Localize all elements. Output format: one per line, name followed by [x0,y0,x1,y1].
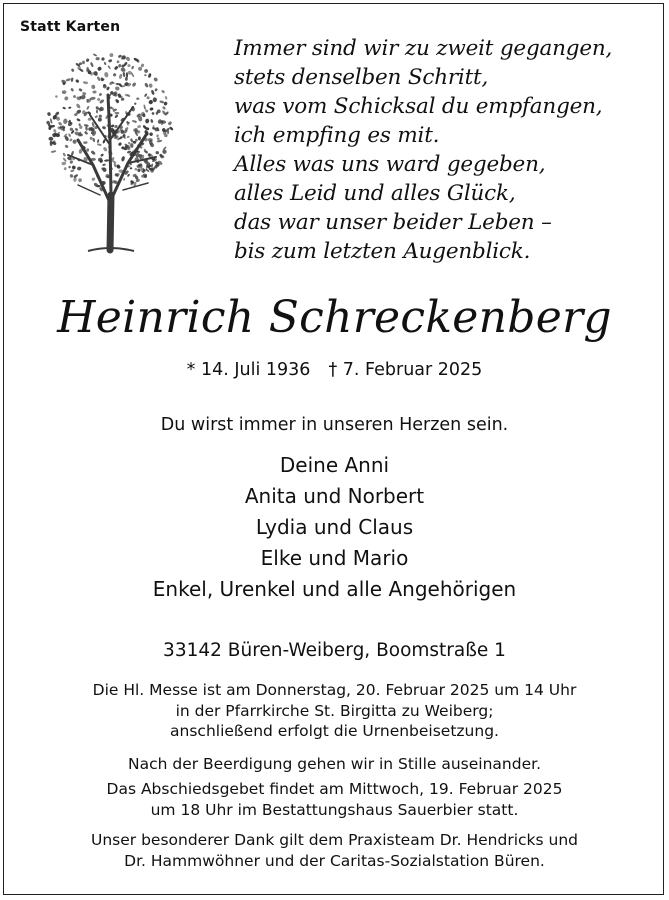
poem-line: bis zum letzten Augenblick. [234,239,531,264]
family-member: Elke und Mario [260,546,409,570]
info-line: Nach der Beerdigung gehen wir in Stille auseinander. [127,755,541,773]
info-line: Dr. Hammwöhner und der Caritas-Sozialstation Büren. [124,851,545,870]
poem-line: Alles was uns ward gegeben, [234,152,546,177]
statt-karten-label: Statt Karten [20,19,121,35]
death-date: † 7. Februar 2025 [328,360,483,380]
burial-info [0,754,669,775]
prayer-info [0,779,669,820]
info-line: anschließend erfolgt die Urnenbeisetzung. [170,722,499,740]
family-member: Lydia und Claus [255,515,414,539]
family-member: Anita und Norbert [244,484,425,508]
birth-date: * 14. Juli 1936 [186,360,311,380]
poem-line: Immer sind wir zu zweit gegangen, [234,36,613,61]
info-line: Unser besonderer Dank gilt dem Praxisteam Dr. Hendricks und [91,831,578,849]
mass-info [0,680,669,742]
thanks-info [0,830,669,871]
family-member: Enkel, Urenkel und alle Angehörigen [152,577,517,601]
life-dates [0,358,669,382]
tree-icon [38,45,183,255]
address: 33142 Büren-Weiberg, Boomstraße 1 [163,640,506,661]
info-line: Das Abschiedsgebet findet am Mittwoch, 19. Februar 2025 [106,780,563,798]
poem-line: ich empfing es mit. [234,123,440,148]
poem-line: stets denselben Schritt, [234,65,489,90]
family-list [0,450,669,605]
poem-line: das war unser beider Leben – [234,210,552,235]
poem [234,34,612,266]
info-line: Die Hl. Messe ist am Donnerstag, 20. Februar 2025 um 14 Uhr [92,681,577,699]
poem-line: was vom Schicksal du empfangen, [234,94,603,119]
deceased-name: Heinrich Schreckenberg [57,292,612,343]
family-member: Deine Anni [279,453,390,477]
info-line: in der Pfarrkirche St. Birgitta zu Weiberg; [175,701,494,720]
poem-line: alles Leid und alles Glück, [234,181,516,206]
motto: Du wirst immer in unseren Herzen sein. [160,415,509,435]
info-line: um 18 Uhr im Bestattungshaus Sauerbier statt. [150,800,519,819]
